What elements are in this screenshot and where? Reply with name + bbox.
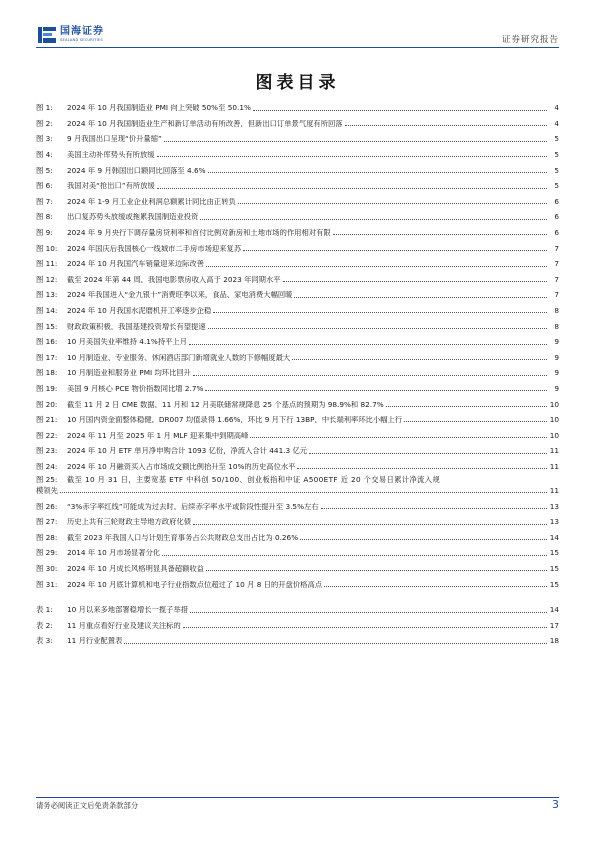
entry-page-number: 11 [549, 446, 559, 456]
figure-entry[interactable] [36, 143, 559, 159]
entry-title: “3%赤字率红线”可能成为过去时，后续赤字率水平或阶段性提升至 3.5%左右 [67, 502, 319, 510]
entry-label: 图 23: [36, 446, 58, 456]
logo-english-name: SEALAND SECURITIES [60, 38, 103, 43]
entry-page-number: 11 [549, 486, 559, 496]
entry-label: 图 7: [36, 196, 53, 206]
figure-entry[interactable] [36, 557, 559, 573]
entry-label: 图 18: [36, 368, 58, 378]
entry-label: 表 2: [36, 620, 53, 630]
entry-page-number: 14 [549, 532, 559, 542]
entry-page-number: 7 [554, 243, 559, 253]
table-entry[interactable] [36, 629, 559, 645]
dot-leader [162, 554, 547, 556]
entry-title: 出口复苏势头放缓或拖累我国制造业投资 [67, 213, 199, 221]
entry-title: 截至 11 月 2 日 CME 数据，11 月和 12 月美联储常规降息 25 个基点的预期为 98.9%和 82.7% [67, 400, 384, 408]
entry-label: 图 24: [36, 461, 58, 471]
dot-leader [253, 109, 547, 111]
dot-leader [243, 249, 547, 251]
entry-page-number: 9 [554, 352, 559, 362]
dot-leader [250, 436, 547, 438]
entry-page-number: 4 [554, 103, 559, 113]
entry-page-number: 6 [554, 228, 559, 238]
figure-entry[interactable] [36, 314, 559, 330]
entry-page-number: 14 [549, 605, 559, 615]
dot-leader [60, 491, 547, 493]
dot-leader [238, 202, 547, 204]
entry-label: 图 10: [36, 243, 58, 253]
dot-leader [206, 569, 547, 571]
entry-title: 2024 年 10 月我国水泥磨机开工率逐步企稳 [67, 307, 212, 315]
entry-title: 10 月美国失业率维持 4.1%持平上月 [67, 338, 188, 346]
figure-entry[interactable] [36, 330, 559, 346]
figure-entry[interactable] [36, 252, 559, 268]
entry-title: 截至 10 月 31 日，主要宽基 ETF 中科创 50/100、创业板指和中证 A500ETF 近 20 个交易日累计净流入规 [67, 475, 441, 485]
dot-leader [213, 311, 547, 313]
entry-title: 财政政策积极，我国基建投资增长有望提速 [67, 322, 206, 330]
figure-entry[interactable] [36, 236, 559, 252]
entry-label: 图 12: [36, 274, 58, 284]
entry-label: 图 5: [36, 165, 53, 175]
table-entry[interactable] [36, 598, 559, 614]
entry-title: 11 月重点看好行业及建议关注标的 [67, 621, 181, 630]
entry-label: 图 26: [36, 501, 58, 511]
entry-page-number: 15 [549, 564, 559, 574]
entry-page-number: 8 [554, 321, 559, 331]
dot-leader [157, 187, 547, 189]
entry-page-number: 10 [549, 430, 559, 440]
entry-title: 截至 2024 年第 44 周，我国电影票房收入高于 2023 年同期水平 [67, 275, 281, 284]
figure-entry[interactable] [36, 299, 559, 315]
entry-label: 图 28: [36, 532, 58, 542]
section-gap [36, 588, 559, 598]
entry-label: 表 3: [36, 636, 53, 646]
page-title: 图表目录 [255, 73, 340, 93]
entry-label: 图 15: [36, 321, 58, 331]
header-divider [36, 47, 559, 48]
figure-entry[interactable] [36, 392, 559, 408]
entry-title: 历史上共有三轮财政主导地方政府化债 [67, 518, 192, 526]
figure-entry[interactable] [36, 572, 559, 588]
entry-page-number: 7 [554, 259, 559, 269]
report-type-label: 证券研究报告 [501, 35, 559, 45]
entry-page-number: 10 [549, 415, 559, 425]
figure-entry[interactable] [36, 510, 559, 526]
entry-title: 2024 年 9 月央行下调存量房贷利率和首付比例对新房和土地市场的作用相对有限 [67, 229, 331, 237]
entry-title: 2024 年 9 月韩国出口额同比回落至 4.6% [67, 166, 206, 174]
entry-title: 美国主动补库势头有所放缓 [67, 151, 155, 159]
entry-page-number: 9 [554, 383, 559, 393]
figure-entry[interactable] [36, 112, 559, 128]
figure-entry[interactable] [36, 268, 559, 284]
entry-title: 2014 年 10 月市场显著分化 [67, 549, 161, 557]
dot-leader [164, 140, 547, 142]
table-entry[interactable] [36, 614, 559, 630]
figure-entry[interactable] [36, 221, 559, 237]
entry-label: 图 2: [36, 118, 53, 128]
entry-label: 图 19: [36, 383, 58, 393]
entry-title-continuation: 模领先 [36, 486, 58, 496]
figure-entry[interactable] [36, 470, 559, 494]
entry-label: 图 22: [36, 430, 58, 440]
entry-label: 图 21: [36, 415, 58, 425]
entry-page-number: 6 [554, 212, 559, 222]
dot-leader [200, 218, 547, 220]
dot-leader [297, 467, 547, 469]
page-number: 3 [552, 798, 559, 811]
figure-entry[interactable] [36, 439, 559, 455]
figure-entry[interactable] [36, 494, 559, 510]
entry-title: 美国 9 月核心 PCE 物价指数同比增 2.7% [67, 384, 204, 393]
entry-page-number: 7 [554, 290, 559, 300]
dot-leader [300, 538, 547, 540]
entry-page-number: 15 [549, 579, 559, 589]
dot-leader [333, 233, 547, 235]
entry-label: 图 13: [36, 290, 58, 300]
entry-label: 表 1: [36, 605, 53, 615]
company-logo [38, 26, 104, 44]
entry-page-number: 5 [554, 134, 559, 144]
dot-leader [183, 626, 547, 628]
entry-title: 2024 年 11 月至 2025 年 1 月 MLF 迎来集中到期高峰 [67, 431, 249, 440]
entry-label: 图 31: [36, 579, 58, 589]
entry-title: 2024 年 1-9 月工业企业利润总额累计同比由正转负 [67, 197, 236, 206]
entry-title: 9 月我国出口呈现“价升量缩” [67, 135, 162, 143]
dot-leader [324, 585, 547, 587]
entry-title: 11 月行业配置表 [67, 637, 123, 645]
dot-leader [193, 523, 547, 525]
dot-leader [321, 507, 547, 509]
entry-label: 图 6: [36, 181, 53, 191]
figure-entry[interactable] [36, 455, 559, 471]
sealand-logo-icon [38, 26, 56, 44]
entry-title: 10 月制造业和服务业 PMI 均环比回升 [67, 369, 191, 377]
dot-leader [294, 296, 547, 298]
entry-page-number: 4 [554, 118, 559, 128]
entry-label: 图 4: [36, 150, 53, 160]
entry-title: 2024 年国庆后我国核心一线城市二手房市场迎来复苏 [67, 244, 242, 252]
entry-title: 2024 年 10 月融资买入占市场成交额比例抬升至 10%的历史高位水平 [67, 462, 296, 471]
entry-page-number: 15 [549, 548, 559, 558]
entry-label: 图 27: [36, 517, 58, 527]
entry-label: 图 9: [36, 228, 53, 238]
entry-page-number: 5 [554, 181, 559, 191]
figure-entry[interactable] [36, 158, 559, 174]
entry-page-number: 8 [554, 306, 559, 316]
dot-leader [345, 124, 547, 126]
footer-disclaimer: 请务必阅读正文后免责条款部分 [36, 801, 139, 810]
entry-label: 图 3: [36, 134, 53, 144]
figure-entry[interactable] [36, 408, 559, 424]
figure-entry[interactable] [36, 205, 559, 221]
dot-leader [206, 265, 547, 267]
page-header [0, 0, 595, 48]
entry-label: 图 8: [36, 212, 53, 222]
figure-entry[interactable] [36, 346, 559, 362]
entry-page-number: 6 [554, 196, 559, 206]
entry-page-number: 5 [554, 165, 559, 175]
entry-page-number: 10 [549, 399, 559, 409]
entry-title: 2024 年我国进入“金九银十”消费旺季以来，食品、家电消费大幅回暖 [67, 291, 293, 299]
dot-leader [124, 642, 547, 644]
entry-title: 10 月以来多地部署稳增长一揽子举措 [67, 606, 189, 614]
entry-page-number: 7 [554, 274, 559, 284]
entry-title: 2024 年 10 月成长风格明显具备超额收益 [67, 565, 204, 573]
dot-leader [190, 611, 547, 613]
entry-title: 2024 年 10 月我国制造业生产和新订单活动有所改善，但新出口订单景气度有所回落 [67, 119, 343, 128]
figure-entry[interactable] [36, 190, 559, 206]
entry-page-number: 9 [554, 368, 559, 378]
figure-entry[interactable] [36, 174, 559, 190]
figure-entry[interactable] [36, 127, 559, 143]
entry-title: 2024 年 10 月我国汽车销量迎来边际改善 [67, 260, 204, 268]
footer-divider [36, 797, 559, 798]
dot-leader [193, 374, 547, 376]
dot-leader [283, 280, 547, 282]
dot-leader [404, 420, 547, 422]
entry-page-number: 13 [549, 501, 559, 511]
dot-leader [157, 155, 547, 157]
entry-label: 图 1: [36, 103, 53, 113]
entry-page-number: 13 [549, 517, 559, 527]
entry-label: 图 14: [36, 306, 58, 316]
entry-page-number: 5 [554, 150, 559, 160]
figure-entry[interactable] [36, 361, 559, 377]
logo-chinese-name: 国海证券 [60, 26, 104, 38]
entry-page-number: 11 [549, 461, 559, 471]
figure-entry[interactable] [36, 96, 559, 112]
entry-label: 图 29: [36, 548, 58, 558]
figure-entry[interactable] [36, 526, 559, 542]
entry-page-number: 17 [549, 620, 559, 630]
table-of-figures [36, 96, 559, 645]
entry-title: 2024 年 10 月 ETF 单月净申购合计 1093 亿份，净流入合计 441.3 亿元 [67, 447, 308, 455]
entry-page-number: 9 [554, 337, 559, 347]
figure-entry[interactable] [36, 423, 559, 439]
entry-label: 图 17: [36, 352, 58, 362]
dot-leader [309, 452, 547, 454]
entry-title: 2024 年 10 月底计算机和电子行业指数点位超过了 10 月 8 日的开盘价格高点 [67, 580, 323, 588]
entry-label: 图 16: [36, 337, 58, 347]
entry-label: 图 11: [36, 259, 58, 269]
entry-label: 图 25: [36, 475, 58, 485]
entry-title: 10 月制造业、专业服务、休闲酒店部门新增就业人数的下修幅度最大 [67, 353, 291, 362]
figure-entry[interactable] [36, 377, 559, 393]
dot-leader [292, 358, 547, 360]
figure-entry[interactable] [36, 283, 559, 299]
entry-title: 截至 2023 年我国人口与计划生育事务占公共财政总支出占比为 0.26% [67, 533, 299, 542]
figure-entry[interactable] [36, 541, 559, 557]
dot-leader [208, 171, 547, 173]
dot-leader [205, 389, 547, 391]
entry-label: 图 30: [36, 564, 58, 574]
entry-label: 图 20: [36, 399, 58, 409]
dot-leader [208, 327, 547, 329]
entry-title: 2024 年 10 月我国制造业 PMI 向上突破 50%至 50.1% [67, 104, 251, 112]
entry-title: 10 月国内资金面整体稳健，DR007 均值录得 1.66%，环比 9 月下行 13BP，中长端利率环比小幅上行 [67, 416, 403, 424]
dot-leader [386, 405, 547, 407]
entry-page-number: 18 [549, 636, 559, 646]
entry-title: 我国对美“抢出口”有所放缓 [67, 182, 155, 190]
dot-leader [189, 343, 547, 345]
